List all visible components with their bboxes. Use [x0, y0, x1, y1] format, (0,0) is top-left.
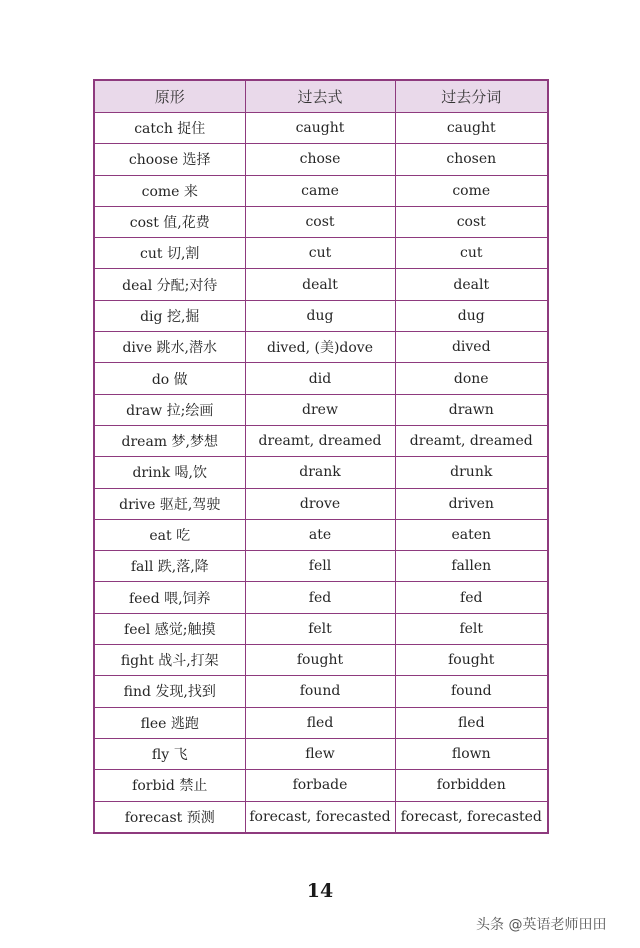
cell-past-participle: fed — [395, 582, 548, 613]
header-past-tense: 过去式 — [245, 80, 395, 113]
header-past-participle: 过去分词 — [395, 80, 548, 113]
cell-base-form: dive 跳水,潜水 — [94, 332, 245, 363]
cell-past-tense: dreamt, dreamed — [245, 425, 395, 456]
watermark: 头条 @英语老师田田 — [476, 917, 607, 933]
table-row — [94, 394, 548, 425]
table-row — [94, 332, 548, 363]
table-row — [94, 707, 548, 738]
cell-past-tense: found — [245, 676, 395, 707]
cell-past-tense: fed — [245, 582, 395, 613]
cell-base-form: do 做 — [94, 363, 245, 394]
cell-past-tense: drew — [245, 394, 395, 425]
cell-base-form: deal 分配;对待 — [94, 269, 245, 300]
cell-base-form: dream 梦,梦想 — [94, 425, 245, 456]
cell-past-participle: done — [395, 363, 548, 394]
cell-past-participle: driven — [395, 488, 548, 519]
table-row — [94, 770, 548, 801]
cell-past-tense: cost — [245, 206, 395, 237]
cell-past-tense: felt — [245, 613, 395, 644]
cell-base-form: fall 跌,落,降 — [94, 551, 245, 582]
table-row — [94, 175, 548, 206]
cell-past-participle: flown — [395, 738, 548, 769]
cell-base-form: feel 感觉;触摸 — [94, 613, 245, 644]
cell-past-tense: fought — [245, 645, 395, 676]
cell-base-form: drink 喝,饮 — [94, 457, 245, 488]
cell-base-form: cost 值,花费 — [94, 206, 245, 237]
table-row — [94, 613, 548, 644]
cell-base-form: draw 拉;绘画 — [94, 394, 245, 425]
cell-past-participle: dealt — [395, 269, 548, 300]
cell-base-form: forbid 禁止 — [94, 770, 245, 801]
cell-base-form: flee 逃跑 — [94, 707, 245, 738]
cell-past-tense: chose — [245, 144, 395, 175]
table-row — [94, 645, 548, 676]
irregular-verb-table — [93, 79, 549, 834]
cell-past-tense: flew — [245, 738, 395, 769]
cell-base-form: choose 选择 — [94, 144, 245, 175]
cell-past-participle: eaten — [395, 519, 548, 550]
cell-base-form: fight 战斗,打架 — [94, 645, 245, 676]
cell-past-participle: come — [395, 175, 548, 206]
cell-base-form: forecast 预测 — [94, 801, 245, 833]
cell-past-tense: fled — [245, 707, 395, 738]
table-row — [94, 582, 548, 613]
table-row — [94, 300, 548, 331]
cell-past-tense: drank — [245, 457, 395, 488]
cell-base-form: eat 吃 — [94, 519, 245, 550]
page-number: 14 — [306, 880, 334, 902]
table-row — [94, 551, 548, 582]
cell-past-tense: came — [245, 175, 395, 206]
cell-base-form: feed 喂,饲养 — [94, 582, 245, 613]
cell-past-participle: dug — [395, 300, 548, 331]
cell-base-form: find 发现,找到 — [94, 676, 245, 707]
cell-base-form: catch 捉住 — [94, 113, 245, 144]
cell-past-tense: dived, (美)dove — [245, 332, 395, 363]
cell-past-tense: dug — [245, 300, 395, 331]
header-base-form: 原形 — [94, 80, 245, 113]
cell-past-tense: forbade — [245, 770, 395, 801]
cell-base-form: drive 驱赶,驾驶 — [94, 488, 245, 519]
table-row — [94, 676, 548, 707]
cell-past-participle: caught — [395, 113, 548, 144]
table-row — [94, 801, 548, 833]
table-row — [94, 206, 548, 237]
cell-past-tense: caught — [245, 113, 395, 144]
cell-past-tense: drove — [245, 488, 395, 519]
cell-past-participle: fought — [395, 645, 548, 676]
cell-past-participle: felt — [395, 613, 548, 644]
table-row — [94, 488, 548, 519]
table-row — [94, 269, 548, 300]
table-row — [94, 363, 548, 394]
table-row — [94, 144, 548, 175]
cell-past-participle: drawn — [395, 394, 548, 425]
cell-past-participle: cut — [395, 238, 548, 269]
cell-past-participle: chosen — [395, 144, 548, 175]
table-row — [94, 519, 548, 550]
table-row — [94, 738, 548, 769]
cell-past-tense: ate — [245, 519, 395, 550]
cell-past-tense: forecast, forecasted — [245, 801, 395, 833]
cell-past-participle: drunk — [395, 457, 548, 488]
cell-past-tense: cut — [245, 238, 395, 269]
cell-past-tense: fell — [245, 551, 395, 582]
table-row — [94, 457, 548, 488]
table-body — [94, 113, 548, 833]
cell-past-participle: dived — [395, 332, 548, 363]
cell-past-participle: fled — [395, 707, 548, 738]
cell-base-form: dig 挖,掘 — [94, 300, 245, 331]
cell-past-participle: forbidden — [395, 770, 548, 801]
cell-past-tense: did — [245, 363, 395, 394]
cell-past-participle: cost — [395, 206, 548, 237]
table-row — [94, 425, 548, 456]
cell-base-form: come 来 — [94, 175, 245, 206]
cell-past-participle: found — [395, 676, 548, 707]
cell-base-form: cut 切,割 — [94, 238, 245, 269]
cell-past-participle: dreamt, dreamed — [395, 425, 548, 456]
table-row — [94, 238, 548, 269]
table-header-row — [94, 80, 548, 113]
cell-past-tense: dealt — [245, 269, 395, 300]
cell-base-form: fly 飞 — [94, 738, 245, 769]
table-row — [94, 113, 548, 144]
cell-past-participle: fallen — [395, 551, 548, 582]
cell-past-participle: forecast, forecasted — [395, 801, 548, 833]
